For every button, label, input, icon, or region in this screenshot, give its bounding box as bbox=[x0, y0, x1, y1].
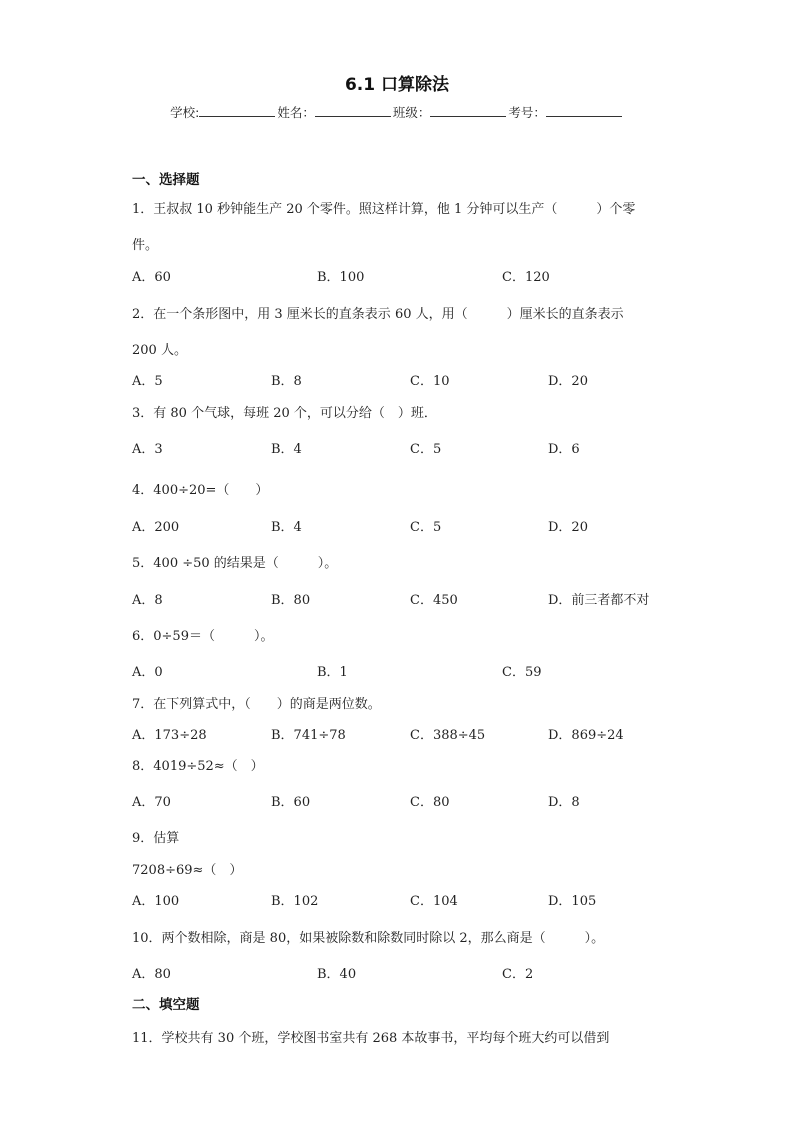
option[interactable]: B．40 bbox=[317, 967, 357, 982]
option[interactable]: A．0 bbox=[132, 665, 163, 680]
question-5-line-1: 5．400 ÷50 的结果是（ ）。 bbox=[132, 556, 338, 571]
option[interactable]: B．102 bbox=[271, 894, 319, 909]
option[interactable]: A．80 bbox=[132, 967, 171, 982]
exam-number-label: 考号： bbox=[508, 105, 546, 120]
option[interactable]: B．741÷78 bbox=[271, 728, 346, 743]
option[interactable]: B．60 bbox=[271, 795, 311, 810]
section-heading-fill-blank: 二、填空题 bbox=[132, 997, 200, 1013]
option[interactable]: D．20 bbox=[548, 520, 588, 535]
question-4-options bbox=[132, 516, 672, 534]
option[interactable]: D．6 bbox=[548, 442, 580, 457]
school-blank[interactable] bbox=[199, 104, 275, 117]
option[interactable]: A．60 bbox=[132, 270, 171, 285]
option[interactable]: A．5 bbox=[132, 374, 163, 389]
class-label: 班级： bbox=[392, 105, 431, 120]
option[interactable]: C．59 bbox=[502, 665, 542, 680]
class-blank[interactable] bbox=[430, 104, 506, 117]
question-10-options bbox=[132, 963, 672, 981]
option[interactable]: D．20 bbox=[548, 374, 588, 389]
option[interactable]: A．173÷28 bbox=[132, 728, 207, 743]
option[interactable]: B．100 bbox=[317, 270, 365, 285]
question-6-line-1: 6．0÷59＝（ ）。 bbox=[132, 629, 274, 644]
question-9-line-2: 7208÷69≈（ ） bbox=[132, 863, 243, 878]
question-8-line-1: 8．4019÷52≈（ ） bbox=[132, 759, 264, 774]
question-2-line-1: 2．在一个条形图中，用 3 厘米长的直条表示 60 人，用（ ）厘米长的直条表示 bbox=[132, 307, 624, 322]
option[interactable]: C．10 bbox=[410, 374, 450, 389]
question-6-options bbox=[132, 661, 672, 679]
question-7-options bbox=[132, 724, 672, 742]
exam-number-blank[interactable] bbox=[546, 104, 622, 117]
question-9-line-1: 9．估算 bbox=[132, 831, 180, 846]
option[interactable]: C．104 bbox=[410, 894, 458, 909]
option[interactable]: C．450 bbox=[410, 593, 458, 608]
question-1-line-1: 1．王叔叔 10 秒钟能生产 20 个零件。照这样计算，他 1 分钟可以生产（ ）个零 bbox=[132, 202, 636, 217]
section-heading-choice: 一、选择题 bbox=[132, 172, 200, 188]
name-blank[interactable] bbox=[315, 104, 391, 117]
option[interactable]: C．2 bbox=[502, 967, 534, 982]
option[interactable]: A．200 bbox=[132, 520, 180, 535]
option[interactable]: A．8 bbox=[132, 593, 163, 608]
option[interactable]: C．5 bbox=[410, 442, 442, 457]
question-11-line-1: 11．学校共有 30 个班，学校图书室共有 268 本故事书，平均每个班大约可以借到 bbox=[132, 1031, 610, 1046]
question-8-options bbox=[132, 791, 672, 809]
question-5-options bbox=[132, 589, 672, 607]
option[interactable]: C．80 bbox=[410, 795, 450, 810]
question-3-options bbox=[132, 438, 672, 456]
option[interactable]: D．前三者都不对 bbox=[548, 593, 650, 608]
option[interactable]: C．120 bbox=[502, 270, 550, 285]
question-9-options bbox=[132, 890, 672, 908]
option[interactable]: B．1 bbox=[317, 665, 348, 680]
option[interactable]: C．5 bbox=[410, 520, 442, 535]
question-1-options bbox=[132, 266, 672, 284]
student-info-row bbox=[0, 103, 794, 121]
option[interactable]: D．8 bbox=[548, 795, 580, 810]
question-2-line-2: 200 人。 bbox=[132, 343, 187, 358]
name-label: 姓名： bbox=[277, 105, 315, 120]
question-7-line-1: 7．在下列算式中，（ ）的商是两位数。 bbox=[132, 697, 381, 712]
question-4-line-1: 4．400÷20=（ ） bbox=[132, 483, 269, 498]
option[interactable]: A．3 bbox=[132, 442, 163, 457]
option[interactable]: D．105 bbox=[548, 894, 597, 909]
question-2-options bbox=[132, 370, 672, 388]
option[interactable]: B．80 bbox=[271, 593, 311, 608]
page-title: 6.1 口算除法 bbox=[344, 75, 450, 95]
option[interactable]: B．4 bbox=[271, 442, 302, 457]
option[interactable]: B．4 bbox=[271, 520, 302, 535]
option[interactable]: D．869÷24 bbox=[548, 728, 624, 743]
option[interactable]: A．100 bbox=[132, 894, 180, 909]
option[interactable]: C．388÷45 bbox=[410, 728, 486, 743]
option[interactable]: A．70 bbox=[132, 795, 171, 810]
question-3-line-1: 3．有 80 个气球，每班 20 个，可以分给（ ）班． bbox=[132, 406, 437, 421]
question-10-line-1: 10．两个数相除，商是 80，如果被除数和除数同时除以 2，那么商是（ ）。 bbox=[132, 931, 605, 946]
school-label: 学校: bbox=[170, 105, 200, 120]
question-1-line-2: 件。 bbox=[132, 238, 159, 253]
option[interactable]: B．8 bbox=[271, 374, 302, 389]
